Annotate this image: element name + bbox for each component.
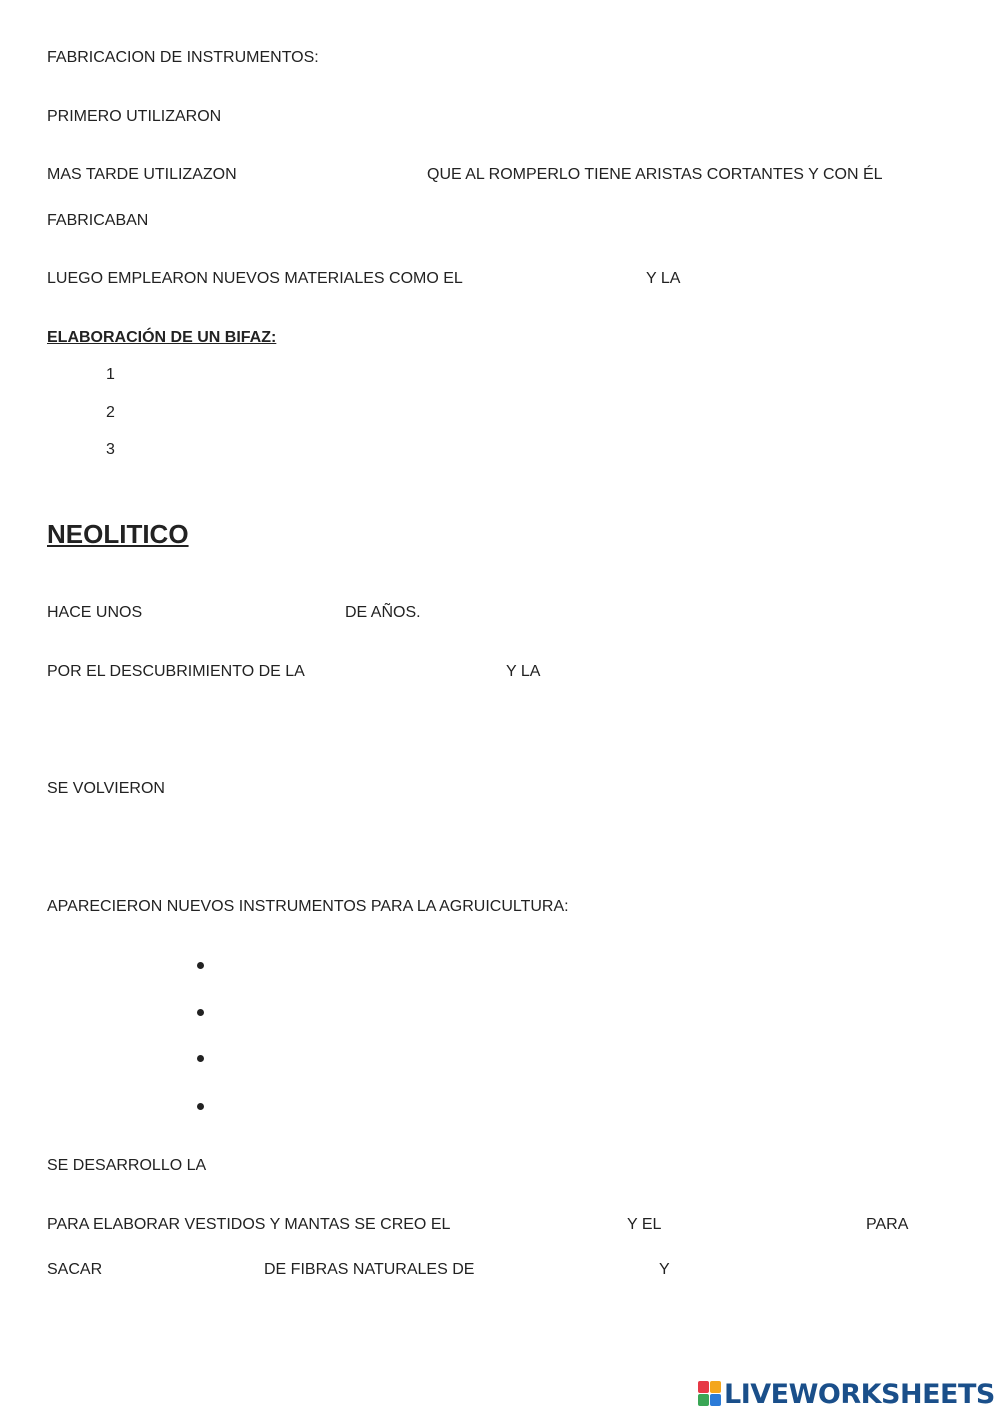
primero-text: PRIMERO UTILIZARON bbox=[47, 108, 222, 125]
logo-squares-icon bbox=[698, 1381, 722, 1407]
descubrimiento-1-blank-input[interactable] bbox=[298, 661, 498, 683]
se-desarrollo-blank-input[interactable] bbox=[200, 1155, 460, 1177]
hace-unos-text: HACE UNOS bbox=[47, 604, 143, 621]
y-el-text: Y EL bbox=[627, 1216, 662, 1233]
descubrimiento-2-blank-input[interactable] bbox=[548, 661, 768, 683]
mas-tarde-blank-input[interactable] bbox=[240, 164, 420, 186]
se-volvieron-text: SE VOLVIERON bbox=[47, 780, 165, 797]
que-al-romperlo-text: QUE AL ROMPERLO TIENE ARISTAS CORTANTES Y CON ÉL bbox=[427, 166, 883, 183]
sacar-text: SACAR bbox=[47, 1261, 103, 1278]
instrumento-4-input[interactable] bbox=[220, 1096, 520, 1118]
bifaz-step-number: 2 bbox=[106, 404, 115, 421]
aparecieron-text: APARECIERON NUEVOS INSTRUMENTOS PARA LA AGRUICULTURA: bbox=[47, 898, 569, 915]
bullet-marker bbox=[197, 1055, 204, 1062]
liveworksheets-logo bbox=[698, 1378, 995, 1410]
bifaz-step-number: 1 bbox=[106, 366, 115, 383]
para-elaborar-text: PARA ELABORAR VESTIDOS Y MANTAS SE CREO EL bbox=[47, 1216, 451, 1233]
sacar-blank-input[interactable] bbox=[105, 1259, 257, 1281]
luego-text: LUEGO EMPLEARON NUEVOS MATERIALES COMO EL bbox=[47, 270, 463, 287]
instrumento-3-input[interactable] bbox=[220, 1048, 520, 1070]
neolitico-heading: NEOLITICO bbox=[47, 519, 189, 549]
bullet-marker bbox=[197, 1103, 204, 1110]
instrumento-2-input[interactable] bbox=[220, 1002, 520, 1024]
instrumento-1-input[interactable] bbox=[220, 955, 520, 977]
bullet-marker bbox=[197, 962, 204, 969]
material-1-blank-input[interactable] bbox=[452, 268, 637, 290]
y-la-1-text: Y LA bbox=[646, 270, 681, 287]
creo-el-blank-input[interactable] bbox=[432, 1214, 618, 1236]
y-la-2-text: Y LA bbox=[506, 663, 541, 680]
bullet-marker bbox=[197, 1009, 204, 1016]
y-final-text: Y bbox=[659, 1261, 670, 1278]
mas-tarde-text: MAS TARDE UTILIZAZON bbox=[47, 166, 237, 183]
fibras-2-blank-input[interactable] bbox=[676, 1259, 876, 1281]
bifaz-step-3-input[interactable] bbox=[130, 439, 630, 461]
fabricaban-text: FABRICABAN bbox=[47, 212, 149, 229]
material-2-blank-input[interactable] bbox=[690, 268, 890, 290]
bifaz-step-1-input[interactable] bbox=[130, 364, 630, 386]
se-volvieron-blank-input[interactable] bbox=[168, 778, 428, 800]
fabricaban-blank-input[interactable] bbox=[152, 210, 412, 232]
y-el-blank-input[interactable] bbox=[665, 1214, 857, 1236]
fabricacion-title: FABRICACION DE INSTRUMENTOS: bbox=[47, 49, 319, 66]
fibras-1-blank-input[interactable] bbox=[466, 1259, 652, 1281]
por-el-text: POR EL DESCUBRIMIENTO DE LA bbox=[47, 663, 305, 680]
de-fibras-text: DE FIBRAS NATURALES DE bbox=[264, 1261, 475, 1278]
bifaz-step-number: 3 bbox=[106, 441, 115, 458]
bifaz-title: ELABORACIÓN DE UN BIFAZ: bbox=[47, 329, 277, 346]
hace-unos-blank-input[interactable] bbox=[146, 602, 336, 624]
se-desarrollo-text: SE DESARROLLO LA bbox=[47, 1157, 207, 1174]
de-anos-text: DE AÑOS. bbox=[345, 604, 421, 621]
bifaz-step-2-input[interactable] bbox=[130, 402, 630, 424]
primero-blank-input[interactable] bbox=[222, 106, 442, 128]
logo-text: LIVEWORKSHEETS bbox=[724, 1378, 995, 1410]
para-text: PARA bbox=[866, 1216, 909, 1233]
